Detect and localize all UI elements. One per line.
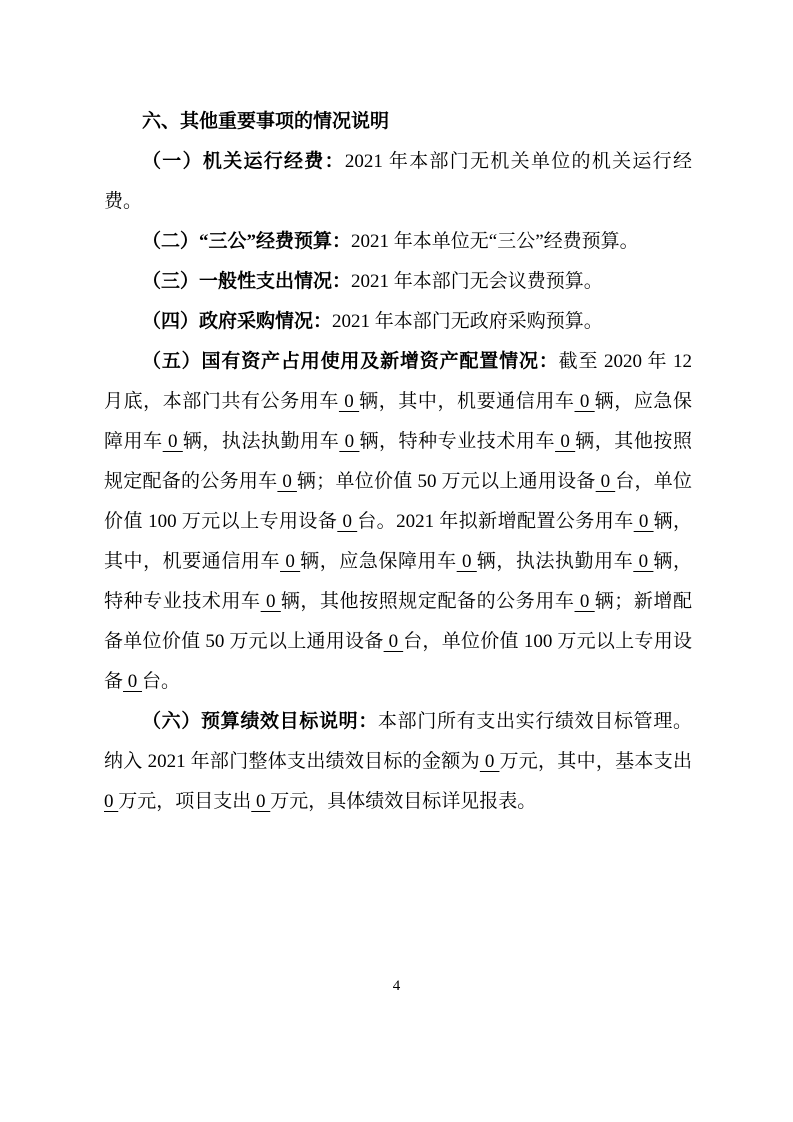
underlined-value: 0 — [260, 591, 281, 612]
text-segment: 辆，执法执勤用车 — [182, 431, 340, 452]
document-content — [104, 102, 692, 822]
underlined-value: 0 — [280, 551, 301, 572]
text-segment: 辆，其中，机要通信用车 — [104, 511, 693, 572]
text-segment: 2021 年本单位无“三公”经费预算。 — [351, 231, 639, 252]
text-segment: 辆，其他按照规定配备的公务用车 — [104, 431, 692, 492]
bold-label: （六）预算绩效目标说明： — [142, 711, 378, 732]
underlined-value: 0 — [123, 671, 143, 692]
text-segment: 万元，具体绩效目标详见报表。 — [270, 791, 537, 812]
underlined-value: 0 — [104, 791, 119, 812]
underlined-value: 0 — [574, 391, 595, 412]
underlined-value: 0 — [338, 391, 360, 412]
underlined-value: 0 — [479, 751, 500, 772]
underlined-value: 0 — [162, 431, 183, 452]
paragraph-three-public-expenses-budget — [104, 222, 692, 262]
paragraph-state-assets-and-new-allocation — [104, 342, 692, 702]
text-segment: 2021 年本部门无会议费预算。 — [351, 271, 603, 292]
text-segment: 辆；单位价值 50 万元以上通用设备 — [296, 471, 596, 492]
text-segment: 辆；新增配备单位价值 50 万元以上通用设备 — [104, 591, 693, 652]
text-segment: 2021 年本部门无机关单位的机关运行经费。 — [104, 151, 692, 212]
paragraph-organ-operating-funds — [104, 142, 692, 222]
paragraph-budget-performance-targets — [104, 702, 692, 822]
paragraph-government-procurement — [104, 302, 692, 342]
underlined-value: 0 — [251, 791, 271, 812]
underlined-value: 0 — [277, 471, 297, 492]
text-segment: 辆，应急保障用车 — [104, 391, 692, 452]
text-segment: 辆，特种专业技术用车 — [359, 431, 556, 452]
bold-label: （三）一般性支出情况： — [142, 271, 352, 292]
underlined-value: 0 — [337, 511, 358, 532]
underlined-value: 0 — [555, 431, 576, 452]
text-segment: 辆，特种专业技术用车 — [104, 551, 692, 612]
section-heading: 六、其他重要事项的情况说明 — [142, 111, 390, 132]
text-segment: 辆，执法执勤用车 — [476, 551, 634, 572]
text-segment: 本部门所有支出实行绩效目标管理。纳入 2021 年部门整体支出绩效目标的金额为 — [104, 711, 692, 772]
text-segment: 辆，应急保障用车 — [300, 551, 457, 572]
bold-label: （二）“三公”经费预算： — [142, 231, 352, 252]
underlined-value: 0 — [456, 551, 477, 572]
text-segment: 辆，其他按照规定配备的公务用车 — [280, 591, 575, 612]
text-segment: 台。 — [142, 671, 181, 692]
paragraph-general-expenditure — [104, 262, 692, 302]
text-segment: 台，单位价值 100 万元以上专用设备 — [104, 471, 692, 532]
text-segment: 辆，其中，机要通信用车 — [359, 391, 575, 412]
underlined-value: 0 — [633, 551, 654, 572]
bold-label: （四）政府采购情况： — [142, 311, 333, 332]
underlined-value: 0 — [633, 511, 654, 532]
underlined-value: 0 — [574, 591, 595, 612]
underlined-value: 0 — [339, 431, 360, 452]
text-segment: 2021 年本部门无政府采购预算。 — [332, 311, 603, 332]
text-segment: 截至 2020 年 12 月底，本部门共有公务用车 — [104, 351, 692, 412]
underlined-value: 0 — [595, 471, 616, 492]
text-segment: 台，单位价值 100 万元以上专用设备 — [104, 631, 692, 692]
bold-label: （一）机关运行经费： — [142, 151, 345, 172]
text-segment: 万元，项目支出 — [118, 791, 252, 812]
text-segment: 台。2021 年拟新增配置公务用车 — [357, 511, 634, 532]
text-segment: 万元，其中，基本支出 — [499, 751, 692, 772]
bold-label: （五）国有资产占用使用及新增资产配置情况： — [142, 351, 559, 372]
underlined-value: 0 — [383, 631, 404, 652]
page-number: 4 — [392, 978, 401, 994]
